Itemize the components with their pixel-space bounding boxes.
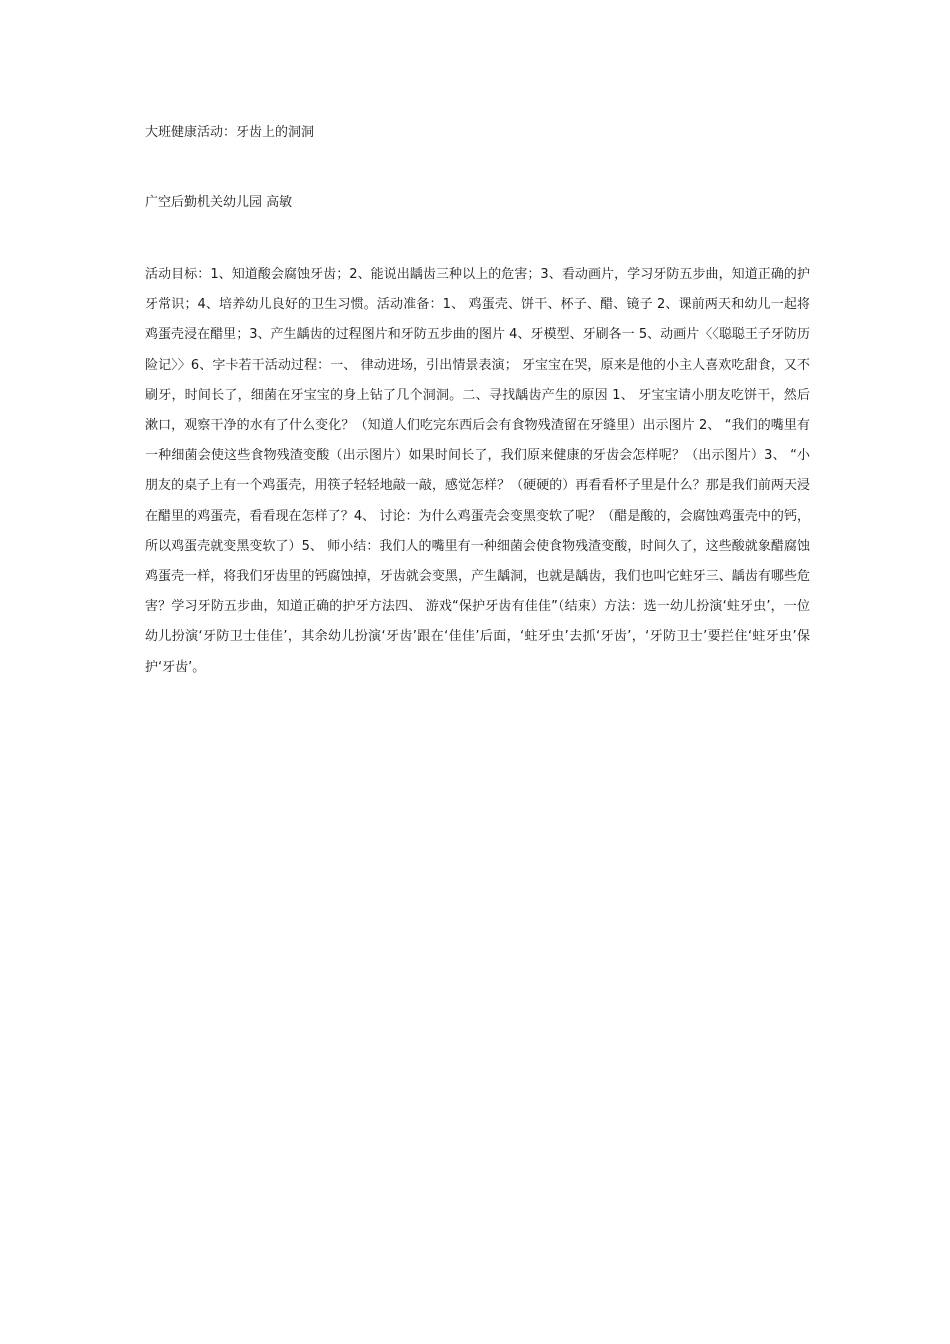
document-author: 广空后勤机关幼儿园 高敏 (145, 195, 293, 210)
document-body: 活动目标：1、知道酸会腐蚀牙齿；2、能说出龋齿三种以上的危害；3、看动画片，学习牙防五步曲，知道正确的护牙常识；4、培养幼儿良好的卫生习惯。活动准备：1、 鸡蛋壳、饼干、杯子、醋、镜子 2、课前两天和幼儿一起将鸡蛋壳浸在醋里；3、产生龋齿的过程图片和牙防五步曲的图片 4、牙模型、牙刷各一 5、动画片〈〈聪聪王子牙防历险记〉〉6、字卡若干活动过程：一、 律动进场，引出情景表演； 牙宝宝在哭，原来是他的小主人喜欢吃甜食，又不刷牙，时间长了，细菌在牙宝宝的身上钻了几个洞洞。二、寻找龋齿产生的原因 1、 牙宝宝请小朋友吃饼干，然后漱口，观察干净的水有了什么变化？（知道人们吃完东西后会有食物残渣留在牙缝里）出示图片 2、 “我们的嘴里有一种细菌会使这些食物残渣变酸（出示图片）如果时间长了，我们原来健康的牙齿会怎样呢？（出示图片）3、 “小朋友的桌子上有一个鸡蛋壳，用筷子轻轻地敲一敲，感觉怎样？（硬硬的）再看看杯子里是什么？那是我们前两天浸在醋里的鸡蛋壳，看看现在怎样了？4、 讨论：为什么鸡蛋壳会变黑变软了呢？（醋是酸的，会腐蚀鸡蛋壳中的钙，所以鸡蛋壳就变黑变软了）5、 师小结：我们人的嘴里有一种细菌会使食物残渣变酸，时间久了，这些酸就象醋腐蚀鸡蛋壳一样，将我们牙齿里的钙腐蚀掉，牙齿就会变黑，产生龋洞，也就是龋齿，我们也叫它蛀牙三、龋齿有哪些危害？学习牙防五步曲，知道正确的护牙方法四、 游戏“保护牙齿有佳佳”（结束）方法：选一幼儿扮演‘蛀牙虫’，一位幼儿扮演‘牙防卫士佳佳’，其余幼儿扮演‘牙齿’跟在‘佳佳’后面，‘蛀牙虫’去抓‘牙齿’，‘牙防卫士’要拦住‘蛀牙虫’保护‘牙齿’。 (145, 267, 810, 675)
document-title: 大班健康活动：牙齿上的洞洞 (145, 125, 315, 140)
